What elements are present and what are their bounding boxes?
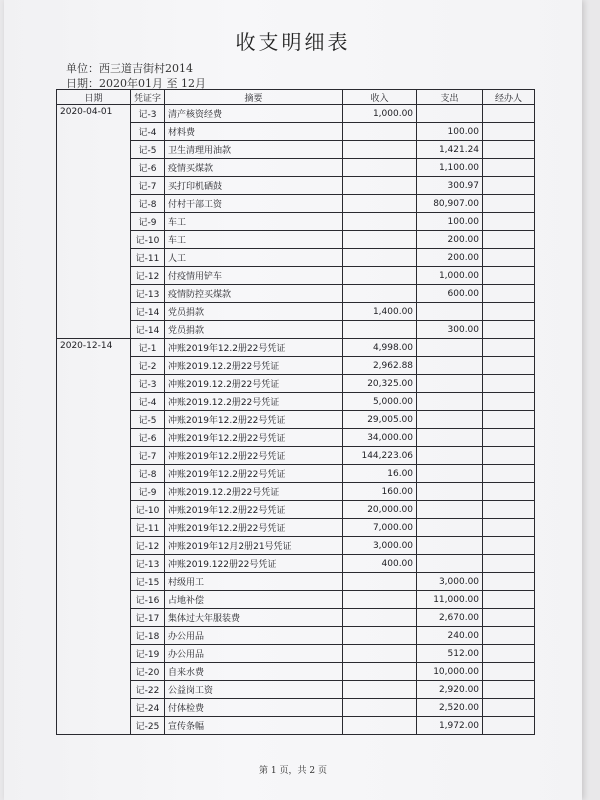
summary-cell: 集体过大年服装费 (165, 609, 343, 627)
summary-cell: 冲账2019.122册22号凭证 (165, 555, 343, 573)
voucher-cell: 记-25 (131, 717, 165, 735)
summary-cell: 冲账2019.12.2册22号凭证 (165, 375, 343, 393)
income-cell (343, 717, 417, 735)
income-cell (343, 645, 417, 663)
voucher-cell: 记-13 (131, 555, 165, 573)
income-cell (343, 609, 417, 627)
income-cell (343, 177, 417, 195)
handler-cell (483, 105, 535, 123)
expense-cell: 11,000.00 (417, 591, 483, 609)
expense-cell: 1,100.00 (417, 159, 483, 177)
header-voucher: 凭证字 (131, 90, 165, 105)
income-cell (343, 627, 417, 645)
summary-cell: 冲账2019年12.2册22号凭证 (165, 501, 343, 519)
income-cell: 160.00 (343, 483, 417, 501)
expense-cell (417, 465, 483, 483)
table-header-row (57, 90, 535, 105)
expense-cell (417, 411, 483, 429)
group-date-cell: 2020-12-14 (57, 339, 131, 735)
income-cell (343, 699, 417, 717)
handler-cell (483, 159, 535, 177)
summary-cell: 付体检费 (165, 699, 343, 717)
unit-line: 单位：西三道吉街村2014 (66, 62, 193, 75)
expense-cell: 1,421.24 (417, 141, 483, 159)
expense-cell: 2,520.00 (417, 699, 483, 717)
voucher-cell: 记-12 (131, 267, 165, 285)
summary-cell: 占地补偿 (165, 591, 343, 609)
handler-cell (483, 663, 535, 681)
voucher-cell: 记-10 (131, 501, 165, 519)
income-cell (343, 141, 417, 159)
summary-cell: 清产核资经费 (165, 105, 343, 123)
expense-cell: 1,972.00 (417, 717, 483, 735)
handler-cell (483, 123, 535, 141)
expense-cell (417, 555, 483, 573)
voucher-cell: 记-8 (131, 465, 165, 483)
voucher-cell: 记-14 (131, 303, 165, 321)
summary-cell: 宣传条幅 (165, 717, 343, 735)
handler-cell (483, 537, 535, 555)
expense-cell (417, 105, 483, 123)
handler-cell (483, 213, 535, 231)
summary-cell: 材料费 (165, 123, 343, 141)
income-cell (343, 663, 417, 681)
income-cell (343, 321, 417, 339)
table-row (57, 339, 535, 357)
handler-cell (483, 483, 535, 501)
voucher-cell: 记-3 (131, 105, 165, 123)
summary-cell: 办公用品 (165, 627, 343, 645)
expense-cell (417, 537, 483, 555)
voucher-cell: 记-1 (131, 339, 165, 357)
summary-cell: 车工 (165, 231, 343, 249)
income-cell: 1,400.00 (343, 303, 417, 321)
summary-cell: 疫情买煤款 (165, 159, 343, 177)
handler-cell (483, 357, 535, 375)
handler-cell (483, 627, 535, 645)
voucher-cell: 记-9 (131, 213, 165, 231)
income-cell (343, 231, 417, 249)
expense-cell: 2,920.00 (417, 681, 483, 699)
handler-cell (483, 195, 535, 213)
expense-cell (417, 375, 483, 393)
ledger-table (56, 89, 535, 735)
expense-cell (417, 339, 483, 357)
expense-cell: 240.00 (417, 627, 483, 645)
summary-cell: 卫生清理用油款 (165, 141, 343, 159)
income-cell: 20,325.00 (343, 375, 417, 393)
summary-cell: 冲账2019年12.2册22号凭证 (165, 339, 343, 357)
voucher-cell: 记-22 (131, 681, 165, 699)
income-cell (343, 195, 417, 213)
ledger-body (57, 105, 535, 735)
summary-cell: 冲账2019年12月2册21号凭证 (165, 537, 343, 555)
income-cell: 3,000.00 (343, 537, 417, 555)
voucher-cell: 记-2 (131, 357, 165, 375)
voucher-cell: 记-12 (131, 537, 165, 555)
header-handler: 经办人 (483, 90, 535, 105)
summary-cell: 冲账2019.12.2册22号凭证 (165, 357, 343, 375)
handler-cell (483, 249, 535, 267)
expense-cell: 600.00 (417, 285, 483, 303)
handler-cell (483, 303, 535, 321)
summary-cell: 冲账2019年12.2册22号凭证 (165, 411, 343, 429)
expense-cell: 300.97 (417, 177, 483, 195)
income-cell (343, 213, 417, 231)
voucher-cell: 记-6 (131, 429, 165, 447)
income-cell: 16.00 (343, 465, 417, 483)
income-cell: 29,005.00 (343, 411, 417, 429)
handler-cell (483, 573, 535, 591)
summary-cell: 自来水费 (165, 663, 343, 681)
income-cell: 4,998.00 (343, 339, 417, 357)
summary-cell: 买打印机硒鼓 (165, 177, 343, 195)
expense-cell (417, 519, 483, 537)
handler-cell (483, 411, 535, 429)
page-footer: 第 1 页，共 2 页 (259, 766, 327, 776)
voucher-cell: 记-4 (131, 393, 165, 411)
voucher-cell: 记-7 (131, 177, 165, 195)
income-cell (343, 159, 417, 177)
expense-cell: 2,670.00 (417, 609, 483, 627)
voucher-cell: 记-9 (131, 483, 165, 501)
expense-cell: 80,907.00 (417, 195, 483, 213)
voucher-cell: 记-13 (131, 285, 165, 303)
voucher-cell: 记-3 (131, 375, 165, 393)
expense-cell (417, 393, 483, 411)
expense-cell: 512.00 (417, 645, 483, 663)
handler-cell (483, 645, 535, 663)
expense-cell: 100.00 (417, 213, 483, 231)
summary-cell: 冲账2019.12.2册22号凭证 (165, 483, 343, 501)
table-row (57, 105, 535, 123)
header-date: 日期 (57, 90, 131, 105)
handler-cell (483, 429, 535, 447)
voucher-cell: 记-17 (131, 609, 165, 627)
expense-cell: 10,000.00 (417, 663, 483, 681)
handler-cell (483, 177, 535, 195)
summary-cell: 付村干部工资 (165, 195, 343, 213)
voucher-cell: 记-11 (131, 249, 165, 267)
document-title: 收支明细表 (235, 30, 351, 54)
group-date-cell: 2020-04-01 (57, 105, 131, 339)
expense-cell (417, 303, 483, 321)
summary-cell: 冲账2019.12.2册22号凭证 (165, 393, 343, 411)
handler-cell (483, 267, 535, 285)
summary-cell: 冲账2019年12.2册22号凭证 (165, 519, 343, 537)
expense-cell: 1,000.00 (417, 267, 483, 285)
summary-cell: 公益岗工资 (165, 681, 343, 699)
handler-cell (483, 519, 535, 537)
expense-cell (417, 447, 483, 465)
expense-cell: 200.00 (417, 231, 483, 249)
income-cell: 144,223.06 (343, 447, 417, 465)
header-income: 收入 (343, 90, 417, 105)
income-cell: 7,000.00 (343, 519, 417, 537)
header-summary: 摘要 (165, 90, 343, 105)
expense-cell (417, 429, 483, 447)
expense-cell: 100.00 (417, 123, 483, 141)
voucher-cell: 记-11 (131, 519, 165, 537)
voucher-cell: 记-15 (131, 573, 165, 591)
voucher-cell: 记-19 (131, 645, 165, 663)
voucher-cell: 记-5 (131, 411, 165, 429)
income-cell (343, 285, 417, 303)
handler-cell (483, 393, 535, 411)
summary-cell: 冲账2019年12.2册22号凭证 (165, 447, 343, 465)
handler-cell (483, 501, 535, 519)
handler-cell (483, 465, 535, 483)
expense-cell (417, 483, 483, 501)
handler-cell (483, 447, 535, 465)
summary-cell: 冲账2019年12.2册22号凭证 (165, 465, 343, 483)
date-range-line: 日期：2020年01月 至 12月 (66, 77, 206, 90)
income-cell (343, 573, 417, 591)
header-expense: 支出 (417, 90, 483, 105)
handler-cell (483, 699, 535, 717)
summary-cell: 办公用品 (165, 645, 343, 663)
income-cell: 34,000.00 (343, 429, 417, 447)
income-cell: 2,962.88 (343, 357, 417, 375)
summary-cell: 党员捐款 (165, 321, 343, 339)
income-cell: 400.00 (343, 555, 417, 573)
handler-cell (483, 609, 535, 627)
voucher-cell: 记-14 (131, 321, 165, 339)
voucher-cell: 记-7 (131, 447, 165, 465)
voucher-cell: 记-8 (131, 195, 165, 213)
income-cell: 20,000.00 (343, 501, 417, 519)
voucher-cell: 记-18 (131, 627, 165, 645)
expense-cell: 300.00 (417, 321, 483, 339)
income-cell (343, 123, 417, 141)
expense-cell (417, 357, 483, 375)
handler-cell (483, 375, 535, 393)
handler-cell (483, 141, 535, 159)
handler-cell (483, 681, 535, 699)
expense-cell: 200.00 (417, 249, 483, 267)
income-cell: 1,000.00 (343, 105, 417, 123)
summary-cell: 冲账2019年12.2册22号凭证 (165, 429, 343, 447)
summary-cell: 村级用工 (165, 573, 343, 591)
expense-cell (417, 501, 483, 519)
income-cell (343, 681, 417, 699)
handler-cell (483, 717, 535, 735)
handler-cell (483, 285, 535, 303)
paper-sheet (4, 0, 582, 800)
handler-cell (483, 339, 535, 357)
handler-cell (483, 591, 535, 609)
handler-cell (483, 321, 535, 339)
summary-cell: 人工 (165, 249, 343, 267)
handler-cell (483, 231, 535, 249)
voucher-cell: 记-20 (131, 663, 165, 681)
expense-cell: 3,000.00 (417, 573, 483, 591)
voucher-cell: 记-10 (131, 231, 165, 249)
voucher-cell: 记-5 (131, 141, 165, 159)
voucher-cell: 记-6 (131, 159, 165, 177)
summary-cell: 疫情防控买煤款 (165, 285, 343, 303)
voucher-cell: 记-16 (131, 591, 165, 609)
voucher-cell: 记-4 (131, 123, 165, 141)
summary-cell: 党员捐款 (165, 303, 343, 321)
summary-cell: 车工 (165, 213, 343, 231)
voucher-cell: 记-24 (131, 699, 165, 717)
income-cell (343, 249, 417, 267)
income-cell (343, 267, 417, 285)
summary-cell: 付疫情用铲车 (165, 267, 343, 285)
handler-cell (483, 555, 535, 573)
income-cell (343, 591, 417, 609)
income-cell: 5,000.00 (343, 393, 417, 411)
